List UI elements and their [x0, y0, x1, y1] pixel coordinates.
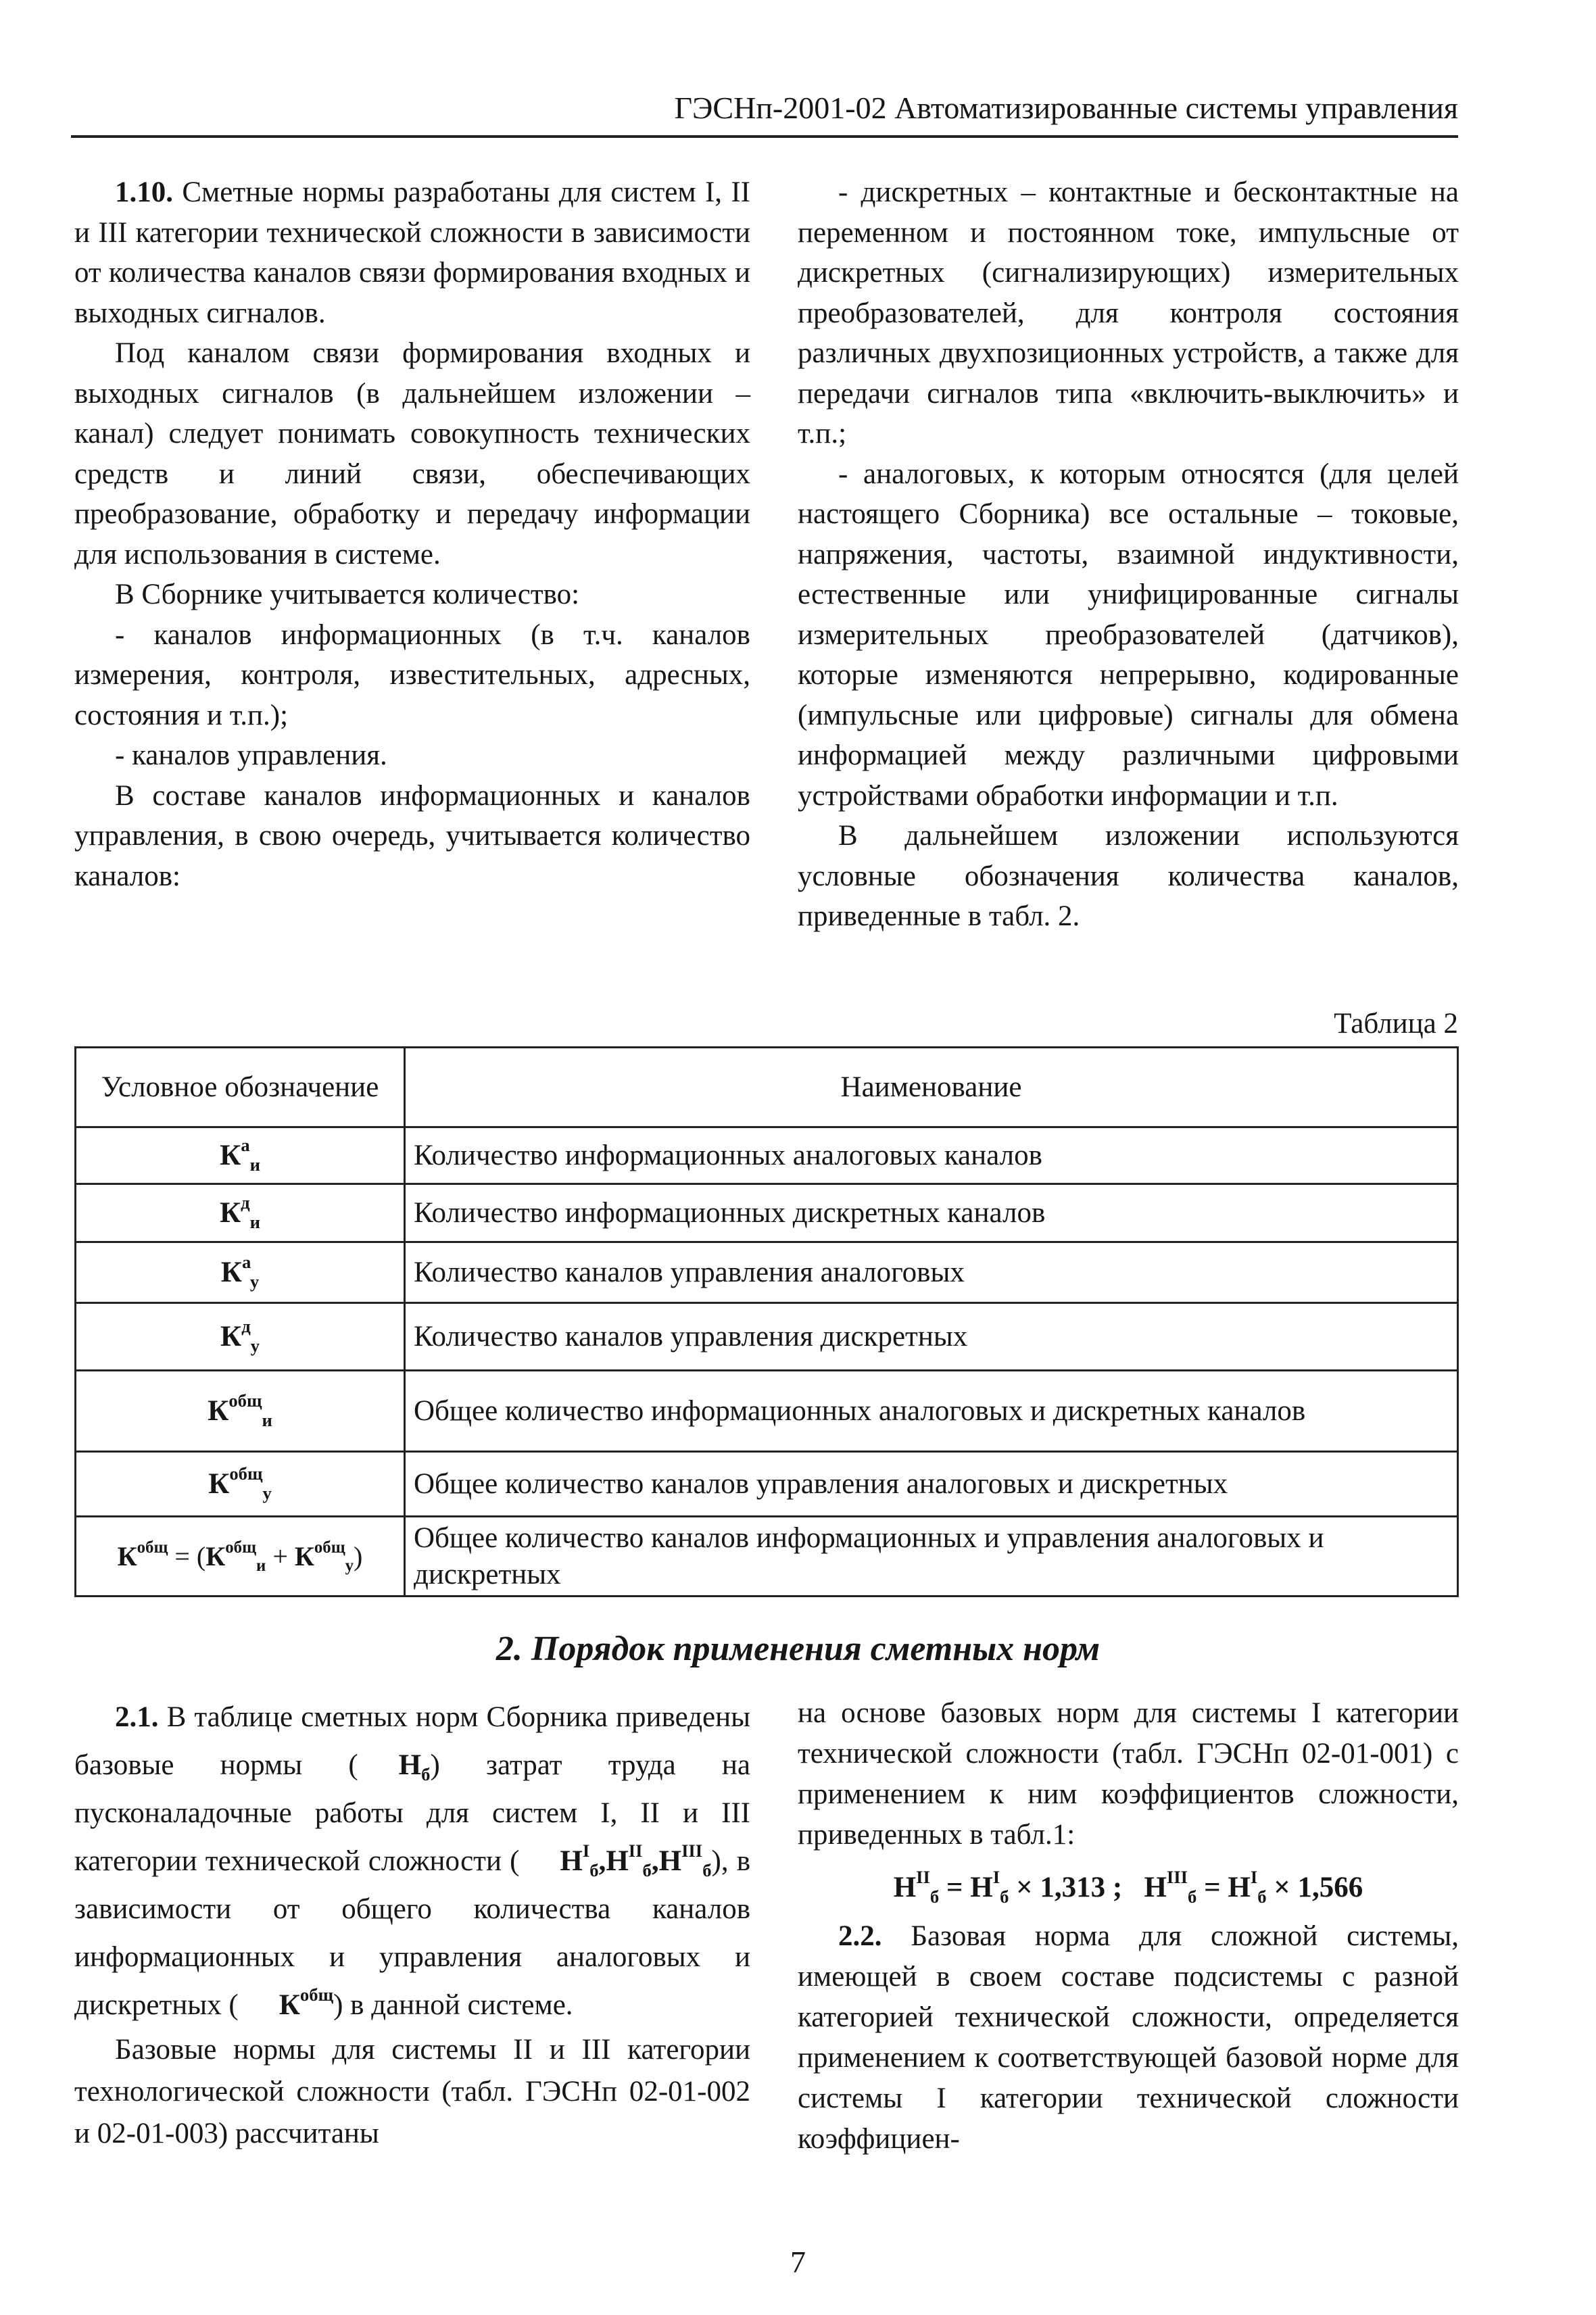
table-row: [76, 1184, 1458, 1242]
left-column-top: [74, 172, 750, 896]
clause-number: 2.1.: [115, 1701, 159, 1733]
symbol-cell: $К^{общ}_у$: [76, 1452, 405, 1517]
list-item: - дискретных – контактные и бесконтактные на переменном и постоянном токе, импульсные от дискретных (сигнализирующих) измерительных преобразователей, для контроля состояния различных двухпозиционных устройств, а также для передачи сигналов типа «включить-выключить» и т.п.;: [798, 176, 1459, 449]
table-header-cell: Условное обозначение: [76, 1048, 405, 1127]
symbol-cell: $К^д_у$: [76, 1303, 405, 1371]
name-cell: Общее количество каналов информационных и управления аналоговых и дискретных: [405, 1517, 1458, 1597]
table-row: [76, 1517, 1458, 1597]
name-cell: Количество информационных аналоговых каналов: [405, 1127, 1458, 1184]
table-row: [76, 1371, 1458, 1452]
paragraph-2-2: 2.2. Базовая норма для сложной системы, имеющей в своем составе подсистемы с разной категорией технической сложности, определяется применением к соответствующей базовой норме для системы I категории технической сложности коэффициен-: [798, 1920, 1459, 2155]
clause-text: Сметные нормы разработаны для систем I, II и III категории технической сложности в зависимости от количества каналов связи формирования входных и выходных сигналов.: [74, 176, 750, 329]
list-item: - каналов информационных (в т.ч. каналов измерения, контроля, известительных, адресных, состояния и т.п.);: [74, 618, 750, 731]
table-caption: Таблица 2: [1334, 1008, 1458, 1040]
table-row: [76, 1127, 1458, 1184]
right-column-top: [798, 172, 1459, 937]
clause-number: 1.10.: [115, 176, 173, 208]
paragraph: В дальнейшем изложении используются условные обозначения количества каналов, приведенные в табл. 2.: [798, 820, 1459, 932]
page-number: 7: [790, 2245, 806, 2279]
name-cell: Количество каналов управления аналоговых: [405, 1242, 1458, 1303]
paragraph: на основе базовых норм для системы I категории технической сложности (табл. ГЭСНп 02-01-001) с применением к ним коэффициентов сложности, приведенных в табл.1:: [798, 1697, 1459, 1851]
formula: $Н^{II}_б = Н^I_б \times 1,313$ ; $Н^{III}_б = Н^I_б \times 1,566$: [893, 1867, 1363, 1907]
name-cell: Количество информационных дискретных каналов: [405, 1184, 1458, 1242]
symbol-cell: $К^а_у$: [76, 1242, 405, 1303]
paragraph-1-10: [74, 172, 750, 333]
right-column-bottom: [798, 1693, 1459, 2160]
paragraph: Базовые нормы для системы II и III категории технологической сложности (табл. ГЭСНп 02-01-002 и 02-01-003) рассчитаны: [74, 2034, 750, 2149]
paragraph: Под каналом связи формирования входных и выходных сигналов (в дальнейшем изложении – канал) следует понимать совокупность технических средств и линий связи, обеспечивающих преобразование, обработку и передачу информации для использования в системе.: [74, 337, 750, 570]
name-cell: Общее количество каналов управления аналоговых и дискретных: [405, 1452, 1458, 1517]
table-row: [76, 1242, 1458, 1303]
running-header: ГЭСНп-2001-02 Автоматизированные системы управления: [71, 87, 1458, 138]
symbol-cell: $К^д_и$: [76, 1184, 405, 1242]
name-cell: Количество каналов управления дискретных: [405, 1303, 1458, 1371]
table-row: [76, 1303, 1458, 1371]
left-column-bottom: [74, 1693, 750, 2155]
section-title: 2. Порядок применения сметных норм: [495, 1630, 1101, 1668]
symbol-cell: $К^{общ}_и$: [76, 1371, 405, 1452]
name-cell: Общее количество информационных аналоговых и дискретных каналов: [405, 1371, 1458, 1452]
symbol-cell: $К^а_и$: [76, 1127, 405, 1184]
table-header-row: [76, 1048, 1458, 1127]
table-row: [76, 1452, 1458, 1517]
paragraph-2-1: 2.1. В таблице сметных норм Сборника приведены базовые нормы ( $Н_б$) затрат труда на пусконаладочные работы для систем I, II и III категории технической сложности ( $Н^I_б,Н^{II}_б,Н^{III}_б$), в зависимости от общего количества каналов информационных и управления аналоговых и дискретных ( $К^{общ}$) в данной системе.: [74, 1701, 751, 2021]
clause-number: 2.2.: [838, 1920, 882, 1952]
table-header-cell: Наименование: [405, 1048, 1458, 1127]
symbols-table: [74, 1046, 1459, 1597]
symbol-cell: $К^{общ} = (К^{общ}_и + К^{общ}_у)$: [76, 1517, 405, 1597]
paragraph: В Сборнике учитывается количество:: [115, 579, 580, 610]
paragraph: В составе каналов информационных и каналов управления, в свою очередь, учитывается количество каналов:: [74, 779, 750, 892]
list-item: - аналоговых, к которым относятся (для целей настоящего Сборника) все остальные – токовые, напряжения, частоты, взаимной индуктивности, естественные или унифицированные сигналы измерительных преобразователей (датчиков), которые изменяются непрерывно, кодированные (импульсные или цифровые) сигналы для обмена информацией между различными цифровыми устройствами обработки информации и т.п.: [798, 458, 1459, 812]
list-item: - каналов управления.: [115, 739, 387, 771]
